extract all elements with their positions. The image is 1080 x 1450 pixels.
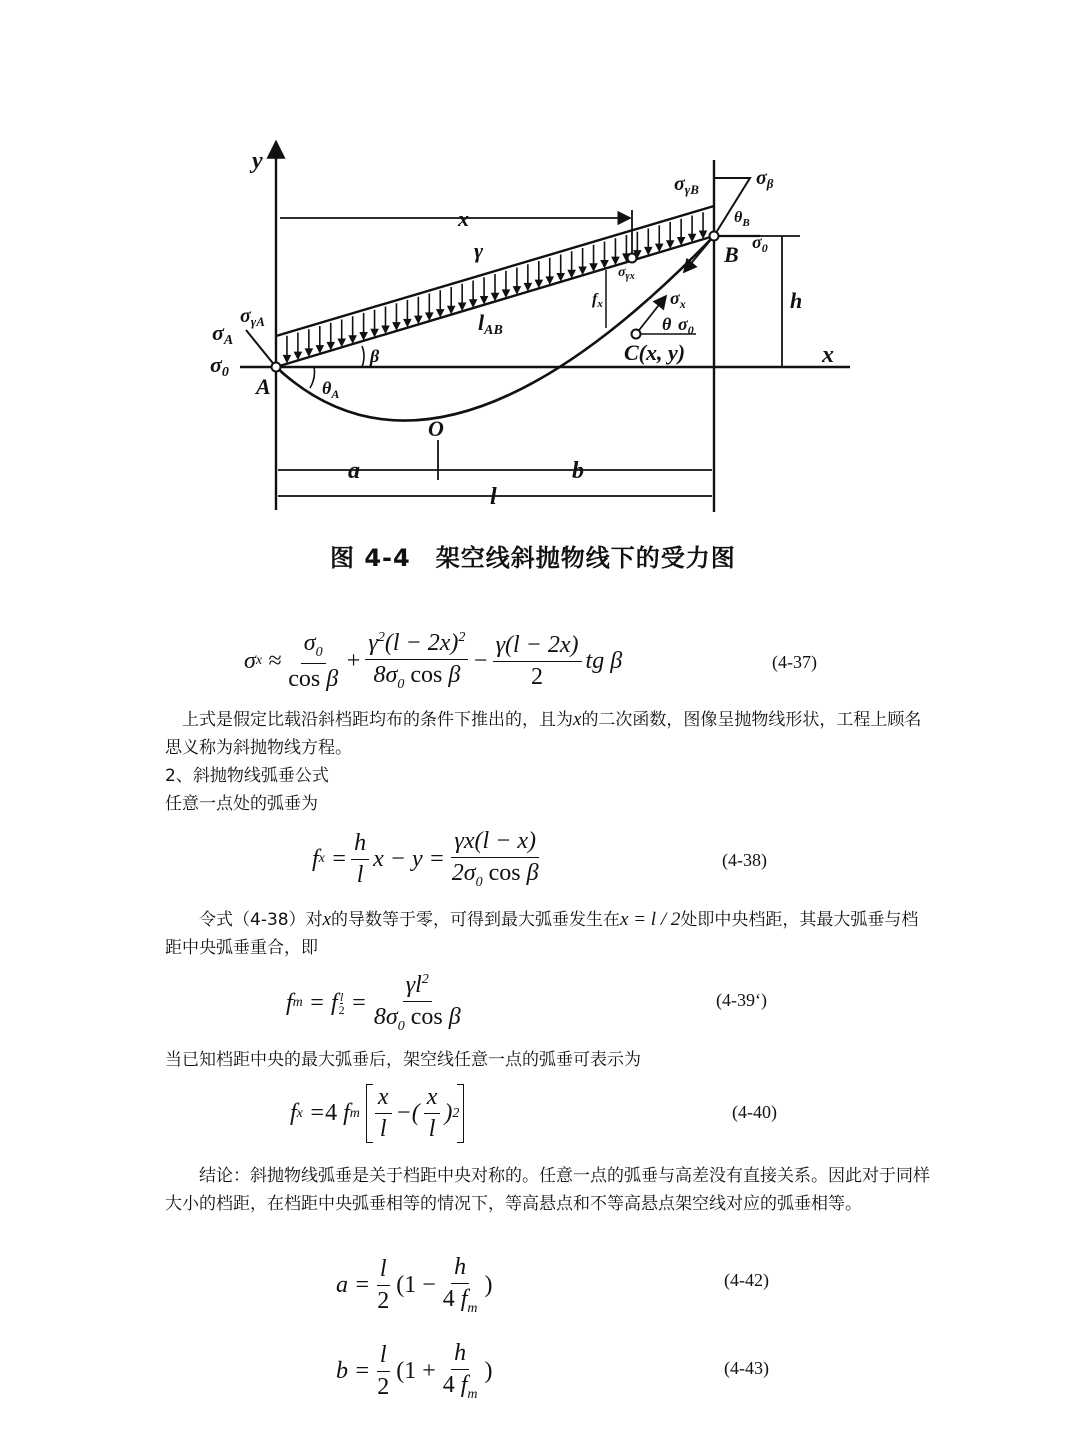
load-arrow-head <box>547 277 553 283</box>
paragraph-any-point: 任意一点处的弧垂为 <box>165 794 318 814</box>
load-arrow-head <box>470 300 476 306</box>
point-o-label: O <box>428 416 444 441</box>
equation-number-4-37: (4-37) <box>772 652 817 672</box>
gamma-label: γ <box>474 238 484 263</box>
load-arrow-head <box>503 290 509 296</box>
equation-4-40: f x = 4 f m $\frac{x}{l}$ −( $\frac{x}{l}$ ) 2 <box>290 1084 464 1143</box>
point-b-marker <box>710 232 719 241</box>
equation-4-38: f x = $\frac{h}{l}$ x − y = $\frac{\gamma x(l - x)}{2\sigma_0 \cos \beta}$ <box>312 828 539 890</box>
load-arrow-head <box>284 356 290 362</box>
load-arrow-head <box>656 244 662 250</box>
point-c-marker <box>632 330 641 339</box>
load-arrow-head <box>372 330 378 336</box>
load-arrow-head <box>514 287 520 293</box>
load-arrow-head <box>689 235 695 241</box>
theta-a-label: $\theta_A$ <box>322 378 340 401</box>
load-arrow-head <box>295 352 301 358</box>
point-a-label: A <box>256 374 271 399</box>
load-arrow-head <box>536 280 542 286</box>
force-diagram <box>0 0 1080 530</box>
point-a-marker <box>272 363 281 372</box>
point-yx-marker <box>628 254 637 263</box>
x-dim-label: x <box>458 206 469 231</box>
load-arrow-head <box>580 267 586 273</box>
sigma-ya-label: $\sigma_{\gamma A}$ <box>240 305 265 329</box>
load-arrow-head <box>426 313 432 319</box>
load-arrow-head <box>404 320 410 326</box>
sigma0-right-label: $\sigma_0$ <box>752 232 768 255</box>
theta-label: θ <box>662 314 672 334</box>
point-b-label: B <box>724 242 739 267</box>
load-arrow-head <box>306 349 312 355</box>
load-arrow-head <box>437 310 443 316</box>
lab-label: lAB <box>478 310 503 338</box>
dim-l-label: l <box>490 484 497 510</box>
load-arrow-head <box>569 271 575 277</box>
figure-caption: 图 4-4 架空线斜抛物线下的受力图 <box>330 544 736 572</box>
load-arrow-head <box>678 238 684 244</box>
load-arrow-head <box>459 303 465 309</box>
equation-4-43: b = $\frac{l}{2}$ (1 + $\frac{h}{4 f_m}$ ) <box>336 1340 493 1402</box>
section-heading-2: 2、斜抛物线弧垂公式 <box>165 766 329 786</box>
load-arrow-head <box>350 336 356 342</box>
theta-b-label: $\theta_B$ <box>734 209 750 229</box>
y-axis-label: y <box>252 148 263 174</box>
load-arrow-head <box>415 316 421 322</box>
sigma0-c-label: $\sigma_0$ <box>678 314 694 337</box>
load-arrow-head <box>558 274 564 280</box>
sigma-x-label: $\sigma_x$ <box>670 288 686 311</box>
equation-number-4-40: (4-40) <box>732 1102 777 1122</box>
dim-a-label: a <box>348 458 360 484</box>
load-arrow-head <box>525 284 531 290</box>
paragraph-1: 上式是假定比载沿斜档距均布的条件下推出的，且为x的二次函数，图像呈抛物线形状，工程上顾名思义称为斜抛物线方程。 <box>165 709 922 758</box>
load-arrow-head <box>492 294 498 300</box>
beta-label: β <box>370 346 380 366</box>
load-arrow-head <box>339 339 345 345</box>
sigma-yb-label: $\sigma_{\gamma B}$ <box>674 173 699 197</box>
load-arrow-head <box>591 264 597 270</box>
load-arrow-head <box>361 333 367 339</box>
load-arrow-head <box>645 248 651 254</box>
equation-number-4-43: (4-43) <box>724 1358 769 1378</box>
h-label: h <box>790 288 803 313</box>
equation-4-37: σ x ≈ $\frac{\sigma_0}{\text{cos β}}$ + $\frac{\gamma^2(l - 2x)^2}{8\sigma_0 \cos \beta}$ − $\frac{\gamma(l - 2x)}{2}$ tg β <box>244 630 623 692</box>
equation-number-4-42: (4-42) <box>724 1270 769 1290</box>
sigma-a-label: σA <box>212 320 234 348</box>
sigma-yx-label: $\sigma_{\gamma x}$ <box>618 265 635 282</box>
equation-4-42: a = $\frac{l}{2}$ (1 − $\frac{h}{4 f_m}$ ) <box>336 1254 493 1316</box>
fx-label: fx <box>592 291 603 310</box>
x-axis-label: x <box>822 342 834 368</box>
sigma0-left-label: σ0 <box>210 352 229 380</box>
paragraph-conclusion: 结论：斜抛物线弧垂是关于档距中央对称的。任意一点的弧垂与高差没有直接关系。因此对于同样大小的档距，在档距中央弧垂相等的情况下，等高悬点和不等高悬点架空线对应的弧垂相等。 <box>165 1166 930 1214</box>
point-c-label: C(x, y) <box>624 340 686 365</box>
paragraph-2: 令式（4-38）对x的导数等于零，可得到最大弧垂发生在x = l / 2处即中央档距，其最大弧垂与档距中央弧垂重合，即 <box>165 909 919 958</box>
load-arrow-head <box>481 297 487 303</box>
load-arrow-head <box>700 231 706 237</box>
dim-b-label: b <box>572 458 584 484</box>
equation-4-39: f m = f $\frac{l}{2}$ = $\frac{\gamma l^2}{8\sigma_0 \cos \beta}$ <box>286 972 461 1034</box>
load-arrow-head <box>448 307 454 313</box>
paragraph-3: 当已知档距中央的最大弧垂后，架空线任意一点的弧垂可表示为 <box>165 1050 641 1070</box>
load-arrow-head <box>383 326 389 332</box>
sigma-beta-label: $\sigma_\beta$ <box>756 167 774 191</box>
equation-number-4-39: (4-39‘) <box>716 990 767 1010</box>
load-arrow-head <box>612 257 618 263</box>
chord-upper <box>276 206 714 336</box>
load-arrow-head <box>317 346 323 352</box>
load-arrow-head <box>667 241 673 247</box>
load-arrow-head <box>602 261 608 267</box>
load-arrow-head <box>393 323 399 329</box>
equation-number-4-38: (4-38) <box>722 850 767 870</box>
load-arrow-head <box>328 343 334 349</box>
